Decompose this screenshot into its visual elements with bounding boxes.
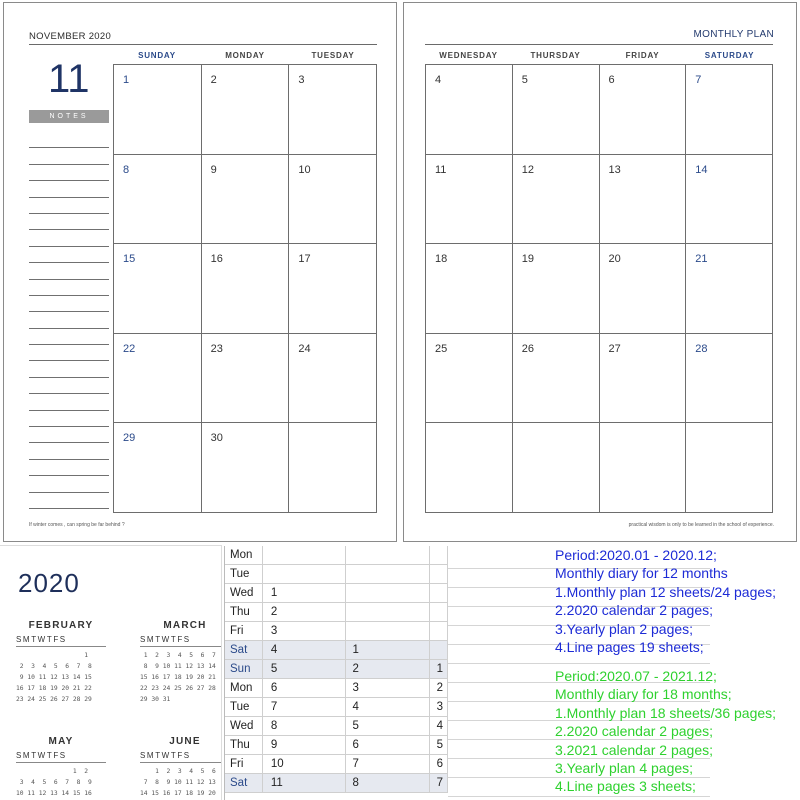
table-day: Fri — [225, 755, 263, 773]
calendar-day-cell — [426, 423, 513, 513]
header-rule — [425, 44, 773, 45]
footer-quote-right: practical wisdom is only to be learned in the school of experience. — [628, 522, 774, 528]
mini-month-week: 29 30 31 — [140, 696, 171, 703]
day-headers-left — [113, 51, 377, 60]
mini-month-dates — [140, 650, 222, 705]
month-number: 11 — [48, 57, 90, 101]
header-rule — [29, 44, 377, 45]
day-number: 8 — [123, 163, 130, 176]
calendar-day-cell — [686, 423, 773, 513]
mini-month-week: 15 16 17 18 19 20 21 — [140, 674, 216, 681]
mini-month-name: JUNE — [169, 736, 201, 747]
day-number: 11 — [435, 163, 447, 176]
table-value-c: 6 — [430, 755, 448, 773]
description-18-months — [555, 667, 776, 796]
table-value-b: 7 — [346, 755, 430, 773]
table-value-c — [430, 584, 448, 602]
calendar-year: 2020 — [18, 568, 80, 598]
table-value-c: 5 — [430, 736, 448, 754]
table-day: Mon — [225, 546, 263, 564]
day-number: 27 — [608, 342, 621, 355]
note-line — [29, 214, 109, 230]
table-day: Thu — [225, 736, 263, 754]
calendar-grid-right — [425, 64, 773, 513]
description-line: 3.2021 calendar 2 pages; — [555, 741, 714, 758]
table-value-c: 7 — [430, 774, 448, 792]
table-day: Sun — [225, 660, 263, 678]
mini-month-week: 14 15 16 17 18 19 20 — [140, 790, 216, 797]
table-value-a — [263, 546, 347, 564]
table-value-b — [346, 565, 430, 583]
notes-lines — [29, 132, 109, 509]
mini-month-week: 3 4 5 6 7 8 9 — [16, 779, 92, 786]
note-line — [29, 280, 109, 296]
calendar-day-cell — [114, 155, 202, 245]
table-value-a: 8 — [263, 717, 347, 735]
calendar-day-cell — [114, 334, 202, 424]
mini-month-weekdays: SMTWTFS — [140, 635, 222, 647]
calendar-day-cell — [202, 244, 290, 334]
ruled-line — [448, 796, 710, 797]
table-value-c: 3 — [430, 698, 448, 716]
table-row — [225, 622, 448, 641]
day-number: 5 — [521, 74, 528, 86]
table-row — [225, 546, 448, 565]
calendar-day-cell — [686, 155, 773, 245]
table-day: Fri — [225, 622, 263, 640]
day-number: 2 — [210, 74, 217, 86]
mini-month-week: 1 2 3 4 5 6 7 — [140, 652, 216, 659]
day-number: 12 — [521, 163, 534, 176]
description-line: 4.Line pages 3 sheets; — [555, 778, 696, 795]
table-value-c — [430, 622, 448, 640]
description-12-months — [555, 546, 776, 656]
table-row — [225, 565, 448, 584]
table-value-b — [346, 546, 430, 564]
ruled-line — [448, 663, 710, 664]
calendar-day-cell — [289, 423, 377, 513]
day-header: WEDNESDAY — [439, 51, 498, 60]
product-description — [448, 546, 800, 800]
note-line — [29, 296, 109, 312]
calendar-day-cell — [114, 244, 202, 334]
footer-quote-left: If winter comes , can spring be far behind ? — [29, 522, 125, 528]
table-value-a: 3 — [263, 622, 347, 640]
mini-month-week: 7 8 9 10 11 12 13 — [140, 779, 216, 786]
mini-month-dates — [140, 766, 222, 799]
table-value-a: 9 — [263, 736, 347, 754]
note-line — [29, 411, 109, 427]
table-row — [225, 736, 448, 755]
day-header: SATURDAY — [704, 51, 755, 60]
table-day: Wed — [225, 717, 263, 735]
calendar-day-cell — [426, 334, 513, 424]
mini-month-february — [16, 620, 106, 705]
table-row — [225, 660, 448, 679]
day-number: 24 — [298, 342, 311, 355]
mini-month-week: 2 3 4 5 6 7 8 — [16, 663, 92, 670]
day-number: 13 — [608, 163, 621, 176]
table-row — [225, 774, 448, 793]
planner-page-left — [3, 2, 397, 542]
table-value-b — [346, 622, 430, 640]
table-day: Tue — [225, 565, 263, 583]
description-line: 3.Yearly plan 2 pages; — [555, 620, 694, 637]
month-title: NOVEMBER 2020 — [29, 31, 112, 42]
day-number: 23 — [210, 342, 223, 355]
calendar-day-cell — [686, 65, 773, 155]
note-line — [29, 230, 109, 246]
calendar-day-cell — [426, 244, 513, 334]
note-line — [29, 312, 109, 328]
table-value-b — [346, 584, 430, 602]
day-number: 1 — [123, 74, 130, 86]
note-line — [29, 165, 109, 181]
day-number: 18 — [435, 253, 448, 266]
note-line — [29, 148, 109, 164]
mini-month-weekdays: SMTWTFS — [16, 751, 106, 763]
calendar-day-cell — [600, 334, 687, 424]
description-line: Monthly diary for 12 months — [555, 565, 728, 582]
note-line — [29, 132, 109, 148]
day-number: 10 — [298, 163, 311, 176]
table-value-b — [346, 603, 430, 621]
table-value-a: 6 — [263, 679, 347, 697]
calendar-day-cell — [513, 423, 600, 513]
mini-month-dates — [16, 650, 106, 705]
day-headers-right — [425, 51, 773, 60]
mini-month-name: MAY — [48, 736, 74, 747]
calendar-day-cell — [600, 423, 687, 513]
calendar-day-cell — [513, 244, 600, 334]
table-row — [225, 679, 448, 698]
day-number: 15 — [123, 253, 136, 266]
calendar-day-cell — [202, 423, 290, 513]
table-value-b: 5 — [346, 717, 430, 735]
mini-month-week: 1 2 3 4 5 6 — [140, 768, 216, 775]
table-value-b: 3 — [346, 679, 430, 697]
calendar-day-cell — [114, 65, 202, 155]
mini-month-week: 9 10 11 12 13 14 15 — [16, 674, 92, 681]
day-number: 7 — [695, 74, 702, 86]
note-line — [29, 181, 109, 197]
table-row — [225, 641, 448, 660]
mini-month-week: 23 24 25 26 27 28 29 — [16, 696, 92, 703]
day-number: 9 — [210, 163, 217, 176]
mini-month-week: 1 2 — [16, 768, 89, 775]
calendar-grid-left — [113, 64, 377, 513]
day-number: 30 — [210, 432, 223, 445]
table-value-c: 2 — [430, 679, 448, 697]
table-row — [225, 755, 448, 774]
calendar-day-cell — [600, 155, 687, 245]
planner-page-right — [403, 2, 797, 542]
mini-month-june — [140, 736, 222, 799]
day-header: TUESDAY — [311, 51, 355, 60]
calendar-day-cell — [686, 334, 773, 424]
note-line — [29, 476, 109, 492]
description-line: 1.Monthly plan 18 sheets/36 pages; — [555, 704, 777, 721]
calendar-day-cell — [513, 334, 600, 424]
table-value-b: 6 — [346, 736, 430, 754]
mini-month-week: 8 9 10 11 12 13 14 — [140, 663, 216, 670]
table-value-c — [430, 603, 448, 621]
mini-month-name: FEBRUARY — [28, 620, 94, 631]
note-line — [29, 394, 109, 410]
calendar-day-cell — [202, 65, 290, 155]
table-row — [225, 717, 448, 736]
description-line: Period:2020.01 - 2020.12; — [555, 547, 717, 563]
table-value-c: 1 — [430, 660, 448, 678]
note-line — [29, 263, 109, 279]
mini-month-weekdays: SMTWTFS — [16, 635, 106, 647]
day-number: 29 — [123, 432, 136, 445]
note-line — [29, 493, 109, 509]
table-row — [225, 698, 448, 717]
day-header: SUNDAY — [138, 51, 176, 60]
table-row — [225, 603, 448, 622]
table-row — [225, 584, 448, 603]
notes-label: NOTES — [29, 110, 109, 123]
day-number: 4 — [435, 74, 442, 86]
table-value-c — [430, 565, 448, 583]
mini-month-week: 16 17 18 19 20 21 22 — [16, 685, 92, 692]
note-line — [29, 345, 109, 361]
day-number: 22 — [123, 342, 136, 355]
day-number: 25 — [435, 342, 448, 355]
mini-month-week: 10 11 12 13 14 15 16 — [16, 790, 92, 797]
calendar-day-cell — [202, 334, 290, 424]
day-number: 16 — [210, 253, 223, 266]
table-value-b: 1 — [346, 641, 430, 659]
table-value-a: 2 — [263, 603, 347, 621]
table-value-a: 7 — [263, 698, 347, 716]
day-header: FRIDAY — [625, 51, 660, 60]
table-value-c — [430, 641, 448, 659]
mini-month-dates — [16, 766, 106, 799]
note-line — [29, 198, 109, 214]
year-calendar-preview — [0, 545, 222, 800]
table-day: Tue — [225, 698, 263, 716]
table-value-a: 1 — [263, 584, 347, 602]
note-line — [29, 443, 109, 459]
mini-month-week: 22 23 24 25 26 27 28 — [140, 685, 216, 692]
description-line: 3.Yearly plan 4 pages; — [555, 760, 694, 777]
day-number: 21 — [695, 253, 708, 266]
plan-title: MONTHLY PLAN — [693, 29, 774, 40]
day-number: 14 — [695, 163, 708, 176]
day-number: 20 — [608, 253, 621, 266]
description-line: 2.2020 calendar 2 pages; — [555, 602, 714, 619]
table-day: Mon — [225, 679, 263, 697]
note-line — [29, 378, 109, 394]
calendar-day-cell — [289, 334, 377, 424]
description-line: 4.Line pages 19 sheets; — [555, 639, 704, 656]
day-header: THURSDAY — [530, 51, 581, 60]
day-number: 6 — [608, 74, 615, 86]
note-line — [29, 361, 109, 377]
mini-month-week: 1 — [16, 652, 89, 659]
table-value-b: 4 — [346, 698, 430, 716]
description-line: Period:2020.07 - 2021.12; — [555, 668, 717, 684]
day-number: 19 — [521, 253, 534, 266]
calendar-day-cell — [114, 423, 202, 513]
table-value-a: 10 — [263, 755, 347, 773]
table-day: Sat — [225, 774, 263, 792]
note-line — [29, 427, 109, 443]
table-value-a: 11 — [263, 774, 347, 792]
calendar-day-cell — [686, 244, 773, 334]
note-line — [29, 247, 109, 263]
description-line: 1.Monthly plan 12 sheets/24 pages; — [555, 583, 777, 600]
day-number: 28 — [695, 342, 708, 355]
table-value-a: 4 — [263, 641, 347, 659]
description-line: 2.2020 calendar 2 pages; — [555, 723, 714, 740]
table-value-a — [263, 565, 347, 583]
table-value-b: 2 — [346, 660, 430, 678]
description-line: Monthly diary for 18 months; — [555, 686, 732, 703]
table-day: Thu — [225, 603, 263, 621]
table-value-b: 8 — [346, 774, 430, 792]
calendar-day-cell — [426, 65, 513, 155]
mini-month-march — [140, 620, 222, 705]
calendar-day-cell — [202, 155, 290, 245]
calendar-day-cell — [600, 65, 687, 155]
calendar-day-cell — [289, 244, 377, 334]
mini-month-name: MARCH — [163, 620, 207, 631]
table-value-a: 5 — [263, 660, 347, 678]
table-day: Wed — [225, 584, 263, 602]
day-number: 26 — [521, 342, 534, 355]
day-number: 17 — [298, 253, 311, 266]
calendar-day-cell — [513, 65, 600, 155]
calendar-day-cell — [426, 155, 513, 245]
table-value-c: 4 — [430, 717, 448, 735]
mini-month-may — [16, 736, 106, 799]
table-value-c — [430, 546, 448, 564]
note-line — [29, 329, 109, 345]
mini-month-weekdays: SMTWTFS — [140, 751, 222, 763]
day-header: MONDAY — [225, 51, 265, 60]
calendar-day-cell — [513, 155, 600, 245]
calendar-day-cell — [600, 244, 687, 334]
note-line — [29, 460, 109, 476]
calendar-day-cell — [289, 65, 377, 155]
calendar-day-cell — [289, 155, 377, 245]
table-day: Sat — [225, 641, 263, 659]
weekday-table — [224, 546, 448, 800]
day-number: 3 — [298, 74, 305, 86]
